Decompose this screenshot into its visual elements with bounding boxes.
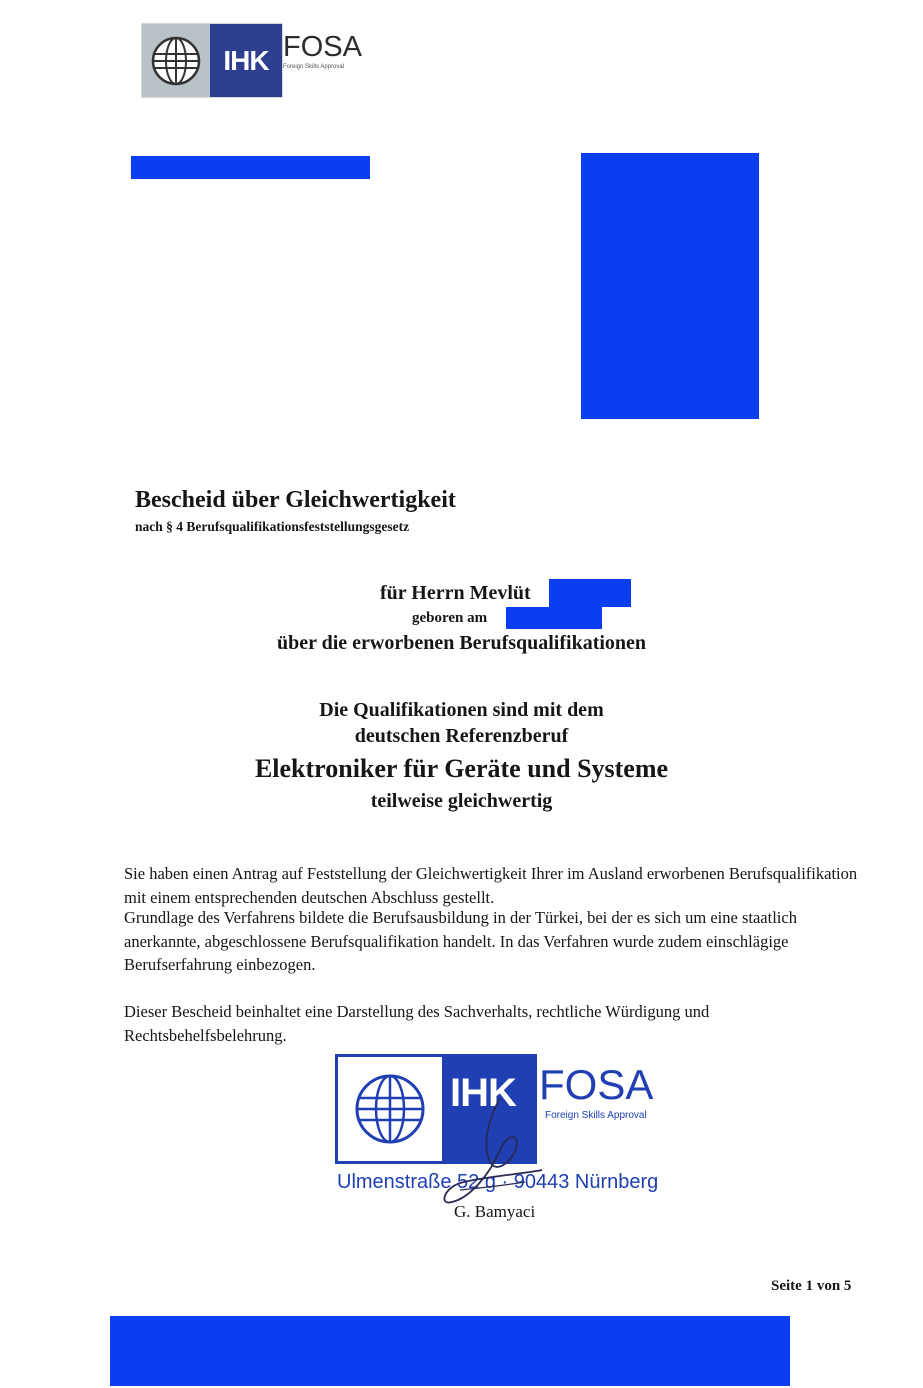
logo-fosa-block (283, 30, 373, 72)
body-paragraph-2: Grundlage des Verfahrens bildete die Berufsausbildung in der Türkei, bei der es sich um eine staatlich anerkannte, abgeschlossene Berufsqualifikation handelt. In das Verfahren wurde zudem einschlägige Berufserfahrung einbezogen. (124, 908, 797, 974)
redacted-address (131, 156, 370, 179)
recipient-name: für Herrn Mevlüt (380, 582, 531, 604)
logo-fosa-text: FOSA (283, 30, 362, 63)
logo-tagline: Foreign Skills Approval (283, 63, 345, 70)
globe-icon (142, 24, 210, 97)
stamp-tagline: Foreign Skills Approval (545, 1110, 647, 1121)
recipient-qualifications-line: über die erworbenen Berufsqualifikationen (276, 632, 647, 654)
document-title: Bescheid über Gleichwertigkeit (135, 487, 456, 513)
signatory-name: G. Bamyaci (454, 1202, 536, 1221)
redacted-surname (549, 579, 631, 607)
reference-profession: Elektroniker für Geräte und Systeme (254, 754, 669, 783)
body-paragraph-3: Dieser Bescheid beinhaltet eine Darstellung des Sachverhalts, rechtliche Würdigung und Rechtsbehelfsbelehrung. (124, 1002, 710, 1045)
document-subtitle: nach § 4 Berufsqualifikationsfeststellungsgesetz (135, 519, 410, 534)
stamp-address: Ulmenstraße 52 g · 90443 Nürnberg (337, 1171, 659, 1193)
stamp-fosa-text: FOSA (539, 1061, 654, 1108)
birthdate-label: geboren am (412, 610, 488, 626)
page-number: Seite 1 von 5 (771, 1278, 852, 1294)
redacted-block (581, 153, 759, 419)
equivalence-status: teilweise gleichwertig (370, 790, 553, 812)
redacted-birthdate (506, 607, 602, 629)
stamp-ihk-text: IHK (450, 1071, 516, 1115)
logo-ihk-text: IHK (210, 24, 282, 97)
redacted-footer (110, 1316, 790, 1386)
result-line-2: deutschen Referenzberuf (354, 725, 569, 747)
body-paragraph-1: Sie haben einen Antrag auf Feststellung der Gleichwertigkeit Ihrer im Ausland erworbenen Berufsqualifikation mit einem entsprechenden deutschen Abschluss gestellt. (124, 864, 858, 907)
stamp-globe-icon (352, 1071, 428, 1152)
ihk-fosa-header-logo (141, 23, 283, 98)
result-line-1: Die Qualifikationen sind mit dem (319, 699, 604, 721)
